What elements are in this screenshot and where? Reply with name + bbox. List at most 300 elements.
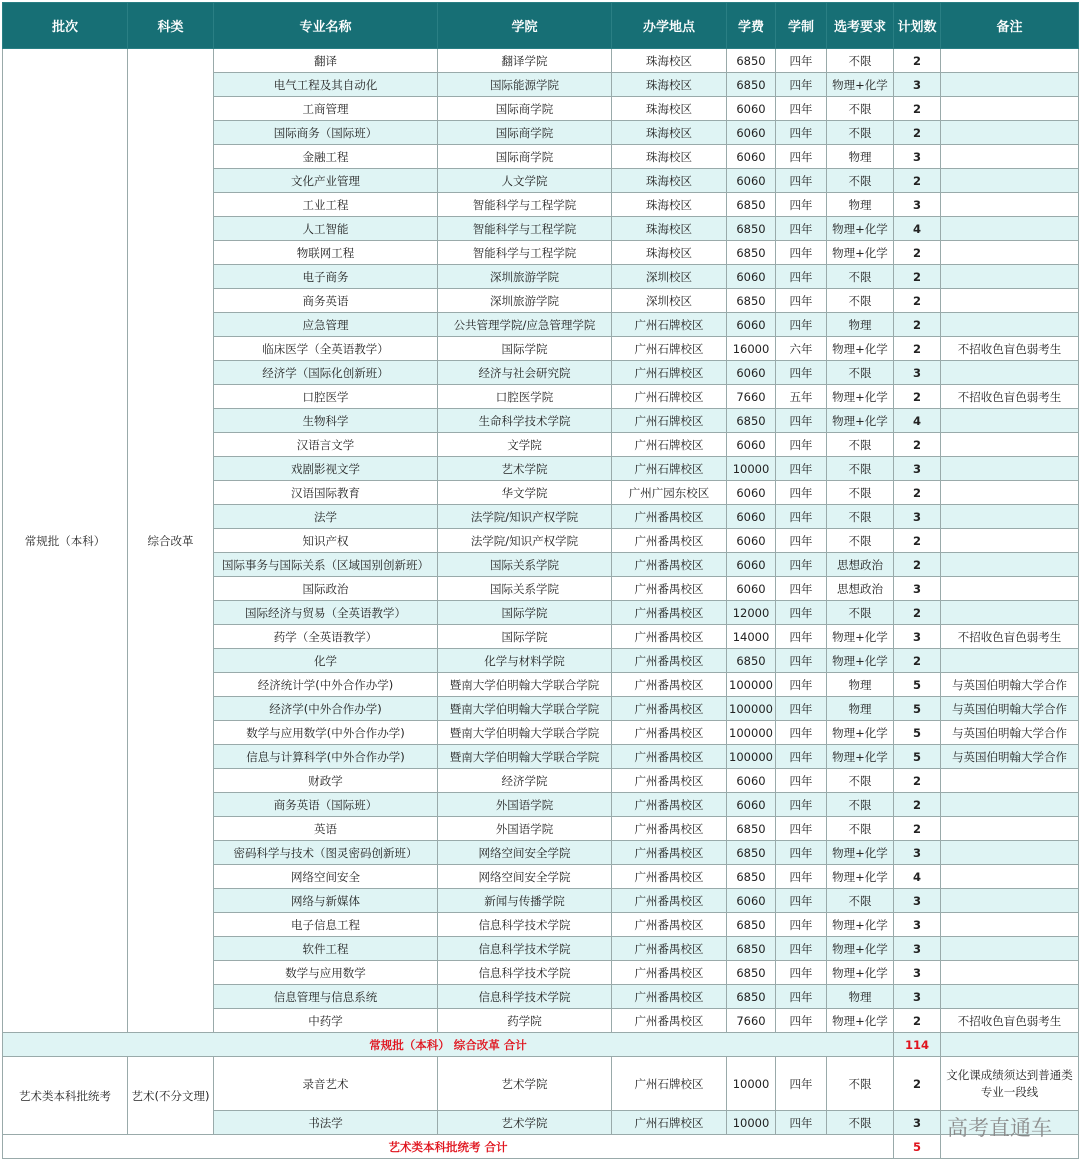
campus-cell: 广州番禺校区 (612, 889, 727, 913)
college-cell: 国际能源学院 (438, 73, 612, 97)
column-header: 专业名称 (214, 3, 438, 49)
duration-cell: 四年 (776, 481, 827, 505)
major-cell: 汉语言文学 (214, 433, 438, 457)
subject-req-cell: 物理+化学 (827, 241, 894, 265)
major-cell: 人工智能 (214, 217, 438, 241)
campus-cell: 广州石牌校区 (612, 313, 727, 337)
duration-cell: 四年 (776, 265, 827, 289)
subject-req-cell: 物理+化学 (827, 409, 894, 433)
plan-count-cell: 3 (894, 505, 941, 529)
college-cell: 信息科学技术学院 (438, 985, 612, 1009)
remark-cell (941, 313, 1079, 337)
major-cell: 财政学 (214, 769, 438, 793)
major-cell: 翻译 (214, 49, 438, 73)
major-cell: 物联网工程 (214, 241, 438, 265)
major-cell: 国际事务与国际关系（区域国别创新班） (214, 553, 438, 577)
college-cell: 人文学院 (438, 169, 612, 193)
plan-count-cell: 5 (894, 745, 941, 769)
category-cell: 艺术(不分文理) (128, 1057, 214, 1135)
major-cell: 软件工程 (214, 937, 438, 961)
major-cell: 电子商务 (214, 265, 438, 289)
campus-cell: 珠海校区 (612, 145, 727, 169)
duration-cell: 四年 (776, 169, 827, 193)
remark-cell (941, 457, 1079, 481)
remark-cell (941, 217, 1079, 241)
subject-req-cell: 物理 (827, 145, 894, 169)
duration-cell: 四年 (776, 193, 827, 217)
tuition-cell: 6850 (727, 409, 776, 433)
subject-req-cell: 物理+化学 (827, 745, 894, 769)
major-cell: 知识产权 (214, 529, 438, 553)
column-header: 备注 (941, 3, 1079, 49)
college-cell: 国际学院 (438, 601, 612, 625)
duration-cell: 四年 (776, 817, 827, 841)
duration-cell: 四年 (776, 217, 827, 241)
college-cell: 信息科学技术学院 (438, 961, 612, 985)
major-cell: 商务英语 (214, 289, 438, 313)
college-cell: 网络空间安全学院 (438, 865, 612, 889)
duration-cell: 四年 (776, 505, 827, 529)
major-cell: 化学 (214, 649, 438, 673)
subject-req-cell: 不限 (827, 265, 894, 289)
campus-cell: 珠海校区 (612, 97, 727, 121)
major-cell: 工业工程 (214, 193, 438, 217)
plan-count-cell: 2 (894, 313, 941, 337)
duration-cell: 四年 (776, 1009, 827, 1033)
campus-cell: 广州番禺校区 (612, 505, 727, 529)
subject-req-cell: 不限 (827, 769, 894, 793)
campus-cell: 广州石牌校区 (612, 1111, 727, 1135)
remark-cell: 与英国伯明翰大学合作 (941, 721, 1079, 745)
remark-cell (941, 49, 1079, 73)
college-cell: 法学院/知识产权学院 (438, 529, 612, 553)
tuition-cell: 6060 (727, 577, 776, 601)
remark-cell: 与英国伯明翰大学合作 (941, 673, 1079, 697)
subject-req-cell: 不限 (827, 169, 894, 193)
campus-cell: 珠海校区 (612, 217, 727, 241)
remark-cell (941, 409, 1079, 433)
subject-req-cell: 不限 (827, 1057, 894, 1111)
plan-count-cell: 2 (894, 793, 941, 817)
plan-count-cell: 2 (894, 1009, 941, 1033)
subject-req-cell: 物理+化学 (827, 217, 894, 241)
subject-req-cell: 物理+化学 (827, 865, 894, 889)
tuition-cell: 6060 (727, 121, 776, 145)
duration-cell: 四年 (776, 601, 827, 625)
column-header: 学院 (438, 3, 612, 49)
subject-req-cell: 物理 (827, 673, 894, 697)
major-cell: 工商管理 (214, 97, 438, 121)
tuition-cell: 6850 (727, 841, 776, 865)
major-cell: 信息与计算科学(中外合作办学) (214, 745, 438, 769)
college-cell: 口腔医学院 (438, 385, 612, 409)
duration-cell: 四年 (776, 1111, 827, 1135)
remark-cell (941, 865, 1079, 889)
campus-cell: 广州石牌校区 (612, 361, 727, 385)
plan-count-cell: 2 (894, 769, 941, 793)
tuition-cell: 12000 (727, 601, 776, 625)
tuition-cell: 6850 (727, 865, 776, 889)
plan-count-cell: 3 (894, 625, 941, 649)
tuition-cell: 100000 (727, 673, 776, 697)
campus-cell: 广州番禺校区 (612, 865, 727, 889)
tuition-cell: 6060 (727, 169, 776, 193)
duration-cell: 四年 (776, 745, 827, 769)
plan-count-cell: 2 (894, 385, 941, 409)
subject-req-cell: 不限 (827, 817, 894, 841)
major-cell: 数学与应用数学 (214, 961, 438, 985)
duration-cell: 四年 (776, 121, 827, 145)
college-cell: 智能科学与工程学院 (438, 241, 612, 265)
major-cell: 数学与应用数学(中外合作办学) (214, 721, 438, 745)
remark-cell (941, 553, 1079, 577)
remark-cell: 文化课成绩须达到普通类专业一段线 (941, 1057, 1079, 1111)
plan-count-cell: 3 (894, 457, 941, 481)
college-cell: 暨南大学伯明翰大学联合学院 (438, 697, 612, 721)
subject-req-cell: 物理+化学 (827, 721, 894, 745)
subject-req-cell: 物理 (827, 697, 894, 721)
admission-table (2, 2, 1079, 1159)
campus-cell: 珠海校区 (612, 49, 727, 73)
college-cell: 国际关系学院 (438, 577, 612, 601)
major-cell: 书法学 (214, 1111, 438, 1135)
major-cell: 商务英语（国际班） (214, 793, 438, 817)
remark-cell (941, 265, 1079, 289)
plan-count-cell: 2 (894, 121, 941, 145)
college-cell: 公共管理学院/应急管理学院 (438, 313, 612, 337)
campus-cell: 珠海校区 (612, 241, 727, 265)
plan-count-cell: 5 (894, 721, 941, 745)
plan-count-cell: 2 (894, 289, 941, 313)
college-cell: 深圳旅游学院 (438, 289, 612, 313)
duration-cell: 四年 (776, 673, 827, 697)
remark-cell (941, 361, 1079, 385)
tuition-cell: 7660 (727, 385, 776, 409)
college-cell: 国际商学院 (438, 121, 612, 145)
tuition-cell: 6060 (727, 313, 776, 337)
campus-cell: 广州番禺校区 (612, 649, 727, 673)
remark-cell (941, 985, 1079, 1009)
college-cell: 智能科学与工程学院 (438, 217, 612, 241)
campus-cell: 广州番禺校区 (612, 529, 727, 553)
subtotal-row (3, 1033, 1079, 1057)
plan-count-cell: 2 (894, 649, 941, 673)
major-cell: 电子信息工程 (214, 913, 438, 937)
college-cell: 药学院 (438, 1009, 612, 1033)
tuition-cell: 6850 (727, 49, 776, 73)
plan-count-cell: 2 (894, 169, 941, 193)
remark-cell (941, 961, 1079, 985)
subject-req-cell: 物理+化学 (827, 625, 894, 649)
remark-cell (941, 793, 1079, 817)
subject-req-cell: 物理 (827, 193, 894, 217)
major-cell: 中药学 (214, 1009, 438, 1033)
remark-cell (941, 769, 1079, 793)
tuition-cell: 6850 (727, 817, 776, 841)
duration-cell: 四年 (776, 433, 827, 457)
plan-count-cell: 3 (894, 577, 941, 601)
duration-cell: 四年 (776, 937, 827, 961)
major-cell: 经济统计学(中外合作办学) (214, 673, 438, 697)
campus-cell: 广州番禺校区 (612, 841, 727, 865)
plan-count-cell: 5 (894, 673, 941, 697)
remark-cell (941, 577, 1079, 601)
college-cell: 生命科学技术学院 (438, 409, 612, 433)
subject-req-cell: 物理+化学 (827, 961, 894, 985)
major-cell: 电气工程及其自动化 (214, 73, 438, 97)
plan-count-cell: 2 (894, 433, 941, 457)
college-cell: 信息科学技术学院 (438, 937, 612, 961)
campus-cell: 广州番禺校区 (612, 721, 727, 745)
duration-cell: 四年 (776, 577, 827, 601)
college-cell: 文学院 (438, 433, 612, 457)
college-cell: 暨南大学伯明翰大学联合学院 (438, 745, 612, 769)
remark-cell (941, 193, 1079, 217)
college-cell: 智能科学与工程学院 (438, 193, 612, 217)
remark-cell (941, 145, 1079, 169)
campus-cell: 广州番禺校区 (612, 793, 727, 817)
column-header: 办学地点 (612, 3, 727, 49)
plan-count-cell: 2 (894, 265, 941, 289)
campus-cell: 广州番禺校区 (612, 745, 727, 769)
college-cell: 暨南大学伯明翰大学联合学院 (438, 721, 612, 745)
subject-req-cell: 物理+化学 (827, 73, 894, 97)
plan-count-cell: 2 (894, 97, 941, 121)
major-cell: 国际政治 (214, 577, 438, 601)
subject-req-cell: 思想政治 (827, 577, 894, 601)
column-header: 计划数 (894, 3, 941, 49)
subject-req-cell: 不限 (827, 121, 894, 145)
tuition-cell: 14000 (727, 625, 776, 649)
duration-cell: 四年 (776, 73, 827, 97)
tuition-cell: 6060 (727, 97, 776, 121)
subject-req-cell: 物理+化学 (827, 337, 894, 361)
tuition-cell: 6850 (727, 241, 776, 265)
duration-cell: 四年 (776, 241, 827, 265)
plan-count-cell: 2 (894, 241, 941, 265)
column-header: 学制 (776, 3, 827, 49)
college-cell: 艺术学院 (438, 1111, 612, 1135)
subject-req-cell: 不限 (827, 49, 894, 73)
major-cell: 戏剧影视文学 (214, 457, 438, 481)
major-cell: 法学 (214, 505, 438, 529)
tuition-cell: 6060 (727, 481, 776, 505)
subject-req-cell: 不限 (827, 433, 894, 457)
remark-cell (941, 601, 1079, 625)
duration-cell: 四年 (776, 961, 827, 985)
plan-count-cell: 3 (894, 145, 941, 169)
plan-count-cell: 3 (894, 985, 941, 1009)
subject-req-cell: 不限 (827, 361, 894, 385)
plan-count-cell: 2 (894, 337, 941, 361)
tuition-cell: 6850 (727, 913, 776, 937)
remark-cell (941, 505, 1079, 529)
college-cell: 国际商学院 (438, 97, 612, 121)
duration-cell: 五年 (776, 385, 827, 409)
campus-cell: 珠海校区 (612, 121, 727, 145)
duration-cell: 四年 (776, 649, 827, 673)
major-cell: 临床医学（全英语教学） (214, 337, 438, 361)
campus-cell: 广州番禺校区 (612, 601, 727, 625)
plan-count-cell: 2 (894, 49, 941, 73)
duration-cell: 四年 (776, 529, 827, 553)
table-row (3, 1057, 1079, 1111)
campus-cell: 珠海校区 (612, 73, 727, 97)
plan-count-cell: 2 (894, 529, 941, 553)
remark-cell (941, 889, 1079, 913)
column-header: 科类 (128, 3, 214, 49)
tuition-cell: 6060 (727, 145, 776, 169)
college-cell: 外国语学院 (438, 793, 612, 817)
tuition-cell: 7660 (727, 1009, 776, 1033)
tuition-cell: 6850 (727, 961, 776, 985)
college-cell: 国际学院 (438, 625, 612, 649)
duration-cell: 四年 (776, 1057, 827, 1111)
subject-req-cell: 不限 (827, 481, 894, 505)
plan-count-cell: 4 (894, 217, 941, 241)
tuition-cell: 100000 (727, 745, 776, 769)
college-cell: 外国语学院 (438, 817, 612, 841)
tuition-cell: 6850 (727, 937, 776, 961)
duration-cell: 四年 (776, 721, 827, 745)
subject-req-cell: 不限 (827, 529, 894, 553)
major-cell: 口腔医学 (214, 385, 438, 409)
subject-req-cell: 不限 (827, 1111, 894, 1135)
column-header: 学费 (727, 3, 776, 49)
remark-cell: 不招收色盲色弱考生 (941, 337, 1079, 361)
duration-cell: 六年 (776, 337, 827, 361)
major-cell: 网络空间安全 (214, 865, 438, 889)
plan-count-cell: 2 (894, 553, 941, 577)
major-cell: 网络与新媒体 (214, 889, 438, 913)
tuition-cell: 100000 (727, 697, 776, 721)
tuition-cell: 6850 (727, 985, 776, 1009)
tuition-cell: 6850 (727, 193, 776, 217)
campus-cell: 广州番禺校区 (612, 1009, 727, 1033)
duration-cell: 四年 (776, 865, 827, 889)
watermark-text: 高考直通车 (947, 1116, 1052, 1140)
subtotal-row (3, 1135, 1079, 1159)
campus-cell: 广州番禺校区 (612, 673, 727, 697)
campus-cell: 广州番禺校区 (612, 577, 727, 601)
campus-cell: 广州石牌校区 (612, 385, 727, 409)
remark-cell: 不招收色盲色弱考生 (941, 1009, 1079, 1033)
column-header: 选考要求 (827, 3, 894, 49)
batch-cell: 常规批（本科） (3, 49, 128, 1033)
campus-cell: 广州石牌校区 (612, 409, 727, 433)
category-cell: 综合改革 (128, 49, 214, 1033)
duration-cell: 四年 (776, 889, 827, 913)
major-cell: 经济学（国际化创新班） (214, 361, 438, 385)
major-cell: 信息管理与信息系统 (214, 985, 438, 1009)
remark-cell (941, 289, 1079, 313)
major-cell: 文化产业管理 (214, 169, 438, 193)
college-cell: 国际关系学院 (438, 553, 612, 577)
duration-cell: 四年 (776, 145, 827, 169)
plan-count-cell: 4 (894, 865, 941, 889)
campus-cell: 广州石牌校区 (612, 337, 727, 361)
duration-cell: 四年 (776, 769, 827, 793)
tuition-cell: 6060 (727, 769, 776, 793)
college-cell: 法学院/知识产权学院 (438, 505, 612, 529)
plan-count-cell: 2 (894, 1057, 941, 1111)
subject-req-cell: 不限 (827, 793, 894, 817)
major-cell: 国际经济与贸易（全英语教学） (214, 601, 438, 625)
subtotal-label: 常规批（本科） 综合改革 合计 (3, 1033, 894, 1057)
major-cell: 生物科学 (214, 409, 438, 433)
college-cell: 经济与社会研究院 (438, 361, 612, 385)
duration-cell: 四年 (776, 913, 827, 937)
subject-req-cell: 物理+化学 (827, 649, 894, 673)
plan-count-cell: 2 (894, 481, 941, 505)
college-cell: 翻译学院 (438, 49, 612, 73)
tuition-cell: 6850 (727, 217, 776, 241)
subject-req-cell: 物理 (827, 313, 894, 337)
subtotal-remark (941, 1033, 1079, 1057)
plan-count-cell: 2 (894, 817, 941, 841)
remark-cell (941, 481, 1079, 505)
subject-req-cell: 不限 (827, 457, 894, 481)
remark-cell: 与英国伯明翰大学合作 (941, 745, 1079, 769)
tuition-cell: 6850 (727, 73, 776, 97)
subject-req-cell: 不限 (827, 601, 894, 625)
subject-req-cell: 物理+化学 (827, 913, 894, 937)
duration-cell: 四年 (776, 793, 827, 817)
campus-cell: 广州番禺校区 (612, 697, 727, 721)
tuition-cell: 10000 (727, 1057, 776, 1111)
major-cell: 药学（全英语教学） (214, 625, 438, 649)
college-cell: 国际学院 (438, 337, 612, 361)
duration-cell: 四年 (776, 409, 827, 433)
remark-cell (941, 841, 1079, 865)
plan-count-cell: 3 (894, 73, 941, 97)
campus-cell: 广州石牌校区 (612, 1057, 727, 1111)
campus-cell: 深圳校区 (612, 289, 727, 313)
remark-cell (941, 97, 1079, 121)
subject-req-cell: 不限 (827, 505, 894, 529)
duration-cell: 四年 (776, 985, 827, 1009)
college-cell: 化学与材料学院 (438, 649, 612, 673)
remark-cell (941, 529, 1079, 553)
campus-cell: 珠海校区 (612, 193, 727, 217)
plan-count-cell: 3 (894, 961, 941, 985)
remark-cell (941, 169, 1079, 193)
tuition-cell: 100000 (727, 721, 776, 745)
table-row (3, 49, 1079, 73)
duration-cell: 四年 (776, 313, 827, 337)
duration-cell: 四年 (776, 625, 827, 649)
tuition-cell: 6060 (727, 505, 776, 529)
plan-count-cell: 3 (894, 913, 941, 937)
remark-cell: 不招收色盲色弱考生 (941, 625, 1079, 649)
college-cell: 新闻与传播学院 (438, 889, 612, 913)
tuition-cell: 6060 (727, 361, 776, 385)
campus-cell: 广州番禺校区 (612, 937, 727, 961)
remark-cell (941, 649, 1079, 673)
remark-cell (941, 433, 1079, 457)
campus-cell: 广州广园东校区 (612, 481, 727, 505)
college-cell: 深圳旅游学院 (438, 265, 612, 289)
subtotal-label: 艺术类本科批统考 合计 (3, 1135, 894, 1159)
college-cell: 国际商学院 (438, 145, 612, 169)
plan-count-cell: 3 (894, 361, 941, 385)
subject-req-cell: 物理+化学 (827, 1009, 894, 1033)
campus-cell: 深圳校区 (612, 265, 727, 289)
duration-cell: 四年 (776, 841, 827, 865)
tuition-cell: 6060 (727, 433, 776, 457)
campus-cell: 广州石牌校区 (612, 433, 727, 457)
plan-count-cell: 3 (894, 193, 941, 217)
